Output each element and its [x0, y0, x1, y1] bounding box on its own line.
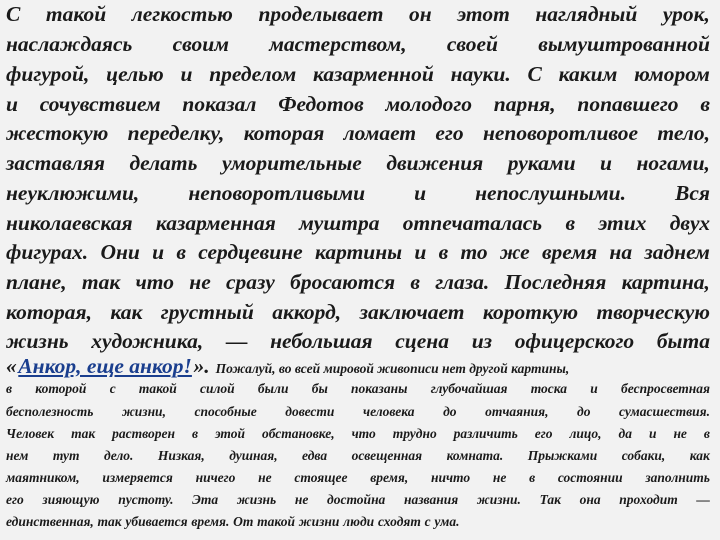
word: время, — [370, 470, 409, 485]
word: что — [135, 270, 174, 294]
text-line — [6, 514, 710, 530]
word: различить — [453, 426, 518, 441]
word: с — [109, 381, 116, 396]
word: проделывает — [258, 2, 384, 26]
word: непослушными. — [475, 181, 626, 205]
text-line — [6, 32, 710, 57]
word: он — [409, 2, 432, 26]
word: на — [609, 240, 633, 264]
word: так — [81, 270, 121, 294]
word: в — [410, 270, 420, 294]
word: заключает — [359, 300, 465, 324]
word: же — [499, 240, 530, 264]
word: заставляя — [6, 151, 105, 175]
word: Федотов — [278, 92, 364, 116]
word: время — [541, 240, 598, 264]
word: картина, — [621, 270, 710, 294]
word: едва — [302, 448, 328, 463]
word: в — [700, 92, 710, 116]
text-line — [6, 381, 710, 397]
text-line — [6, 492, 710, 508]
word: с — [424, 514, 431, 529]
word: в — [529, 470, 536, 485]
word: заполнить — [645, 470, 710, 485]
text-line — [6, 62, 710, 87]
word: ломает — [343, 121, 417, 145]
word: этот — [457, 2, 510, 26]
word: — — [225, 329, 248, 353]
word: не — [492, 470, 507, 485]
word: его — [6, 492, 24, 507]
word: жизнь — [6, 329, 69, 353]
word: как — [110, 300, 143, 324]
word: время. — [191, 514, 230, 529]
word: делать — [129, 151, 198, 175]
word: тоска — [530, 381, 568, 396]
word: глубочайшая — [430, 381, 508, 396]
word: беспросветная — [621, 381, 710, 396]
word: названия — [404, 492, 459, 507]
word: переделку, — [127, 121, 225, 145]
word: убивается — [125, 514, 188, 529]
word: целью — [106, 62, 164, 86]
word: неуклюжими, — [6, 181, 140, 205]
text-line — [6, 211, 710, 236]
word: Прыжками — [527, 448, 598, 463]
word: ничто — [430, 470, 471, 485]
word: не — [189, 270, 211, 294]
word: она — [579, 492, 601, 507]
word: науки. — [450, 62, 511, 86]
word: аккорд, — [272, 300, 342, 324]
word: руками — [507, 151, 576, 175]
word: в — [6, 381, 13, 396]
text-line — [6, 181, 710, 206]
word: единственная, — [6, 514, 94, 529]
word: молодого — [385, 92, 472, 116]
word: творческую — [596, 300, 710, 324]
word: в — [703, 426, 710, 441]
word: показаны — [351, 381, 408, 396]
word: — — [696, 492, 710, 507]
text-line — [6, 2, 710, 27]
word: трудно — [392, 426, 437, 441]
word: сцена — [395, 329, 449, 353]
word: и — [152, 240, 165, 264]
quote-close: ». — [193, 354, 210, 378]
word: пределом — [209, 62, 297, 86]
word: в — [191, 426, 199, 441]
word: парня, — [493, 92, 556, 116]
word: нем — [6, 448, 29, 463]
word: бы — [311, 381, 328, 396]
word: жестокую — [6, 121, 109, 145]
text-line — [6, 151, 710, 176]
word: бросаются — [290, 270, 396, 294]
word: урок, — [662, 2, 710, 26]
word: быта — [656, 329, 710, 353]
word: жизни, — [121, 404, 166, 419]
word: и — [414, 240, 427, 264]
word: картины — [314, 240, 403, 264]
word: и — [6, 92, 18, 116]
word: попавшего — [577, 92, 679, 116]
word: и — [414, 181, 427, 205]
word: своей — [446, 32, 498, 56]
text-line — [6, 92, 710, 117]
word: то — [460, 240, 488, 264]
word: заднем — [644, 240, 710, 264]
painting-title-link[interactable]: Анкор, еще анкор! — [18, 354, 192, 378]
word: юмором — [634, 62, 710, 86]
text-line — [6, 240, 710, 265]
word: легкостью — [131, 2, 233, 26]
word: и — [648, 426, 657, 441]
word: до — [443, 404, 457, 419]
text-line-with-title — [6, 354, 710, 379]
word: комната. — [446, 448, 504, 463]
word: наслаждаясь — [6, 32, 133, 56]
word: этих — [598, 211, 647, 235]
word: его — [534, 426, 553, 441]
word: и — [590, 381, 598, 396]
word: растворен — [112, 426, 176, 441]
word: жизни — [298, 514, 340, 529]
word: сочувствием — [39, 92, 161, 116]
word: сумасшествия. — [619, 404, 710, 419]
word: муштра — [299, 211, 380, 235]
word: неповоротливое — [482, 121, 639, 145]
word: до — [577, 404, 591, 419]
word: не — [294, 492, 309, 507]
text-line — [6, 426, 710, 442]
word: ничего — [195, 470, 236, 485]
word: человека — [362, 404, 415, 419]
word: плане, — [6, 270, 67, 294]
word: что — [351, 426, 376, 441]
word: освещенная — [351, 448, 423, 463]
word: были — [257, 381, 289, 396]
word: жизнь — [236, 492, 277, 507]
word: силой — [200, 381, 235, 396]
word: ногами, — [636, 151, 710, 175]
word: зияющую — [42, 492, 100, 507]
word: грустный — [160, 300, 254, 324]
word: лицо, — [569, 426, 602, 441]
word: небольшая — [270, 329, 373, 353]
word: неповоротливыми — [188, 181, 366, 205]
word: достойна — [327, 492, 386, 507]
word: так — [71, 426, 96, 441]
word: такой — [257, 514, 295, 529]
text-line — [6, 121, 710, 146]
word: От — [233, 514, 254, 529]
text-line — [6, 300, 710, 325]
word: наглядный — [535, 2, 638, 26]
word: тут — [52, 448, 80, 463]
word: Они — [100, 240, 140, 264]
word: показал — [182, 92, 257, 116]
word: ума. — [434, 514, 460, 529]
word: С — [6, 2, 21, 26]
word: люди — [343, 514, 375, 529]
word: фигурах. — [6, 240, 89, 264]
word: не — [673, 426, 687, 441]
word: дело. — [104, 448, 134, 463]
word: Последняя — [504, 270, 607, 294]
word: пустоту. — [118, 492, 174, 507]
word: своим — [172, 32, 229, 56]
word: способные — [194, 404, 257, 419]
word: фигурой, — [6, 62, 90, 86]
word: стоящее — [294, 470, 348, 485]
word: которой — [35, 381, 87, 396]
word: не — [258, 470, 272, 485]
text-line — [6, 404, 710, 420]
line-tail: Пожалуй, во всей мировой живописи нет другой картины, — [215, 361, 570, 376]
word: глаза. — [435, 270, 490, 294]
word: и — [180, 62, 193, 86]
word: Вся — [675, 181, 710, 205]
quote-open: « — [6, 354, 17, 378]
word: С — [527, 62, 542, 86]
word: движения — [386, 151, 484, 175]
word: тело, — [657, 121, 710, 145]
word: измеряется — [102, 470, 173, 485]
word: отпечаталась — [402, 211, 543, 235]
word: Эта — [192, 492, 219, 507]
word: мастерством, — [269, 32, 407, 56]
word: Низкая, — [157, 448, 205, 463]
word: уморительные — [221, 151, 362, 175]
word: которая — [243, 121, 325, 145]
word: довести — [285, 404, 335, 419]
word: из — [471, 329, 493, 353]
word: николаевская — [6, 211, 133, 235]
text-line — [6, 448, 710, 464]
word: сердцевине — [198, 240, 303, 264]
word: которая, — [6, 300, 92, 324]
word: да — [618, 426, 632, 441]
word: обстановке, — [261, 426, 335, 441]
word: вымуштрованной — [538, 32, 710, 56]
word: состоянии — [557, 470, 623, 485]
word: так — [97, 514, 122, 529]
word: в — [438, 240, 449, 264]
word: в — [176, 240, 186, 264]
word: такой — [45, 2, 107, 26]
word: короткую — [482, 300, 579, 324]
word: душная, — [229, 448, 278, 463]
text-line — [6, 270, 710, 295]
word: проходит — [619, 492, 678, 507]
word: бесполезность — [6, 404, 94, 419]
text-line — [6, 329, 710, 354]
word: сразу — [226, 270, 275, 294]
word: каким — [558, 62, 618, 86]
word: такой — [138, 381, 177, 396]
word: Так — [539, 492, 561, 507]
word: этой — [215, 426, 246, 441]
word: собаки, — [621, 448, 666, 463]
word: сходят — [377, 514, 421, 529]
word: офицерского — [514, 329, 635, 353]
word: художника, — [91, 329, 204, 353]
word: Человек — [6, 426, 55, 441]
word: отчаяния, — [485, 404, 549, 419]
text-line — [6, 470, 710, 486]
word: в — [565, 211, 576, 235]
word: его — [435, 121, 464, 145]
word: казарменной — [313, 62, 434, 86]
word: и — [600, 151, 613, 175]
word: двух — [669, 211, 710, 235]
word: как — [689, 448, 710, 463]
word: маятником, — [6, 470, 80, 485]
word: казарменная — [155, 211, 276, 235]
word: жизни. — [476, 492, 521, 507]
